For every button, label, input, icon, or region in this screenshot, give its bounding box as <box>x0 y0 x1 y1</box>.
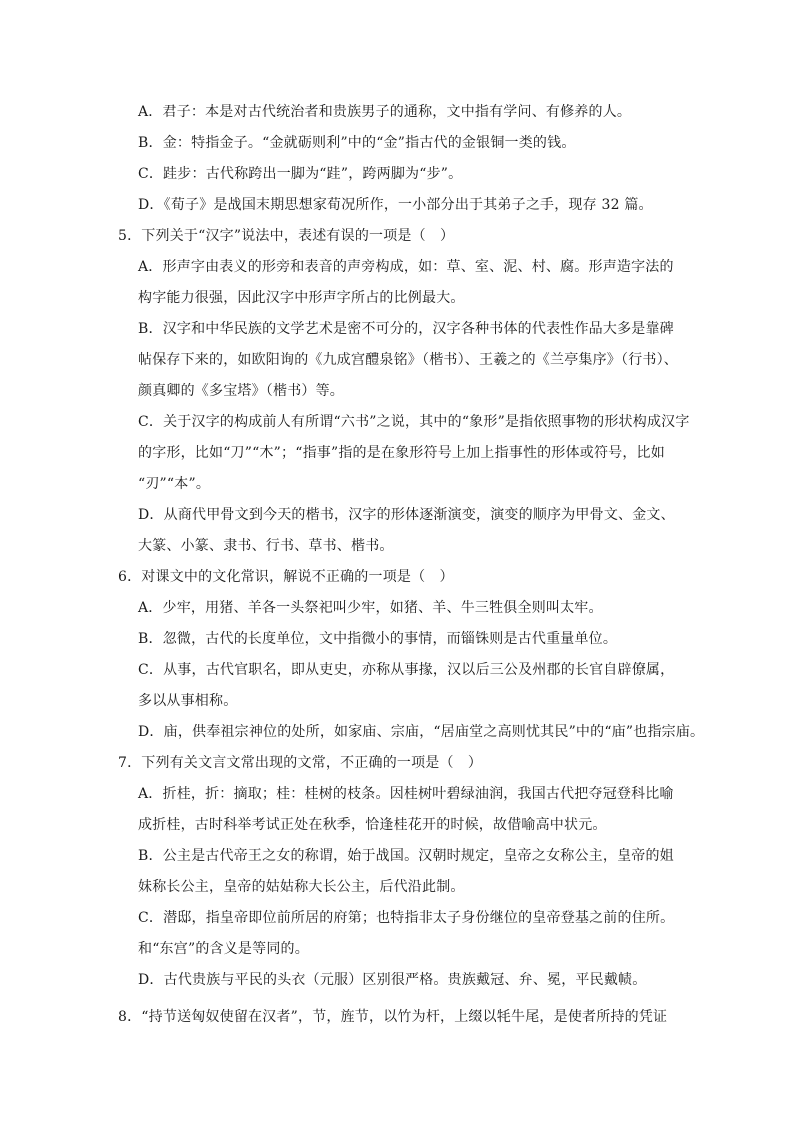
q5-option-b-line1: B．汉字和中华民族的文学艺术是密不可分的，汉字各种书体的代表性作品大多是靠碑 <box>138 321 674 337</box>
q6-option-d: D．庙，供奉祖宗神位的处所，如家庙、宗庙，“居庙堂之高则忧其民”中的“庙”也指宗庙。 <box>138 724 705 740</box>
q6-option-c-line2: 多以从事相称。 <box>138 693 238 709</box>
q5-option-c-line1: C．关于汉字的构成前人有所谓“六书”之说，其中的“象形”是指依照事物的形状构成汉字 <box>138 414 690 430</box>
q5-option-a-line1: A．形声字由表义的形旁和表音的声旁构成，如：草、室、泥、村、腐。形声造字法的 <box>138 259 674 275</box>
question-5-stem: 5．下列关于“汉字”说法中，表述有误的一项是（ ） <box>118 228 455 244</box>
q6-option-c-line1: C．从事，古代官职名，即从吏史，亦称从事掾，汉以后三公及州郡的长官自辟僚属， <box>138 662 675 678</box>
option-a-junzi: A．君子：本是对古代统治者和贵族男子的通称，文中指有学问、有修养的人。 <box>138 104 632 120</box>
option-d-xunzi: D．《荀子》是战国末期思想家荀况所作，一小部分出于其弟子之手，现存 32 篇。 <box>138 197 653 213</box>
q7-option-c-line2: 和“东宫”的含义是等同的。 <box>138 941 309 957</box>
question-8-stem: 8．“持节送匈奴使留在汉者”，节，旌节，以竹为杆，上缀以牦牛尾，是使者所持的凭证 <box>118 1009 668 1025</box>
q5-option-d-line1: D．从商代甲骨文到今天的楷书，汉字的形体逐渐演变，演变的顺序为甲骨文、金文、 <box>138 507 675 523</box>
q7-option-b-line1: B．公主是古代帝王之女的称谓，始于战国。汉朝时规定，皇帝之女称公主，皇帝的姐 <box>138 848 674 864</box>
q6-option-b: B．忽微，古代的长度单位，文中指微小的事情，而锱铢则是古代重量单位。 <box>138 631 618 647</box>
q6-option-a: A．少牢，用猪、羊各一头祭祀叫少牢，如猪、羊、牛三牲俱全则叫太牢。 <box>138 600 603 616</box>
q5-option-c-line3: “刃”“本”。 <box>138 476 211 492</box>
q7-option-b-line2: 妹称长公主，皇帝的姑姑称大长公主，后代沿此制。 <box>138 879 465 895</box>
q7-option-a-line2: 成折桂，古时科举考试正处在秋季，恰逢桂花开的时候，故借喻高中状元。 <box>138 817 607 833</box>
question-7-stem: 7．下列有关文言文常出现的文常，不正确的一项是（ ） <box>118 755 483 771</box>
q7-option-c-line1: C．潜邸，指皇帝即位前所居的府第；也特指非太子身份继位的皇帝登基之前的住所。 <box>138 910 675 926</box>
option-b-jin: B．金：特指金子。“金就砺则利”中的“金”指古代的金银铜一类的钱。 <box>138 135 576 151</box>
q7-option-d: D．古代贵族与平民的头衣（元服）区别很严格。贵族戴冠、弁、冕，平民戴帻。 <box>138 972 647 988</box>
option-c-kuibu: C．跬步：古代称跨出一脚为“跬”，跨两脚为“步”。 <box>138 166 463 182</box>
q5-option-b-line2: 帖保存下来的，如欧阳询的《九成宫醴泉铭》（楷书）、王羲之的《兰亭集序》（行书）、 <box>138 352 678 368</box>
question-6-stem: 6．对课文中的文化常识，解说不正确的一项是（ ） <box>118 569 454 585</box>
q5-option-a-line2: 构字能力很强，因此汉字中形声字所占的比例最大。 <box>138 290 465 306</box>
q5-option-d-line2: 大篆、小篆、隶书、行书、草书、楷书。 <box>138 538 394 554</box>
q5-option-c-line2: 的字形，比如“刀”“木”；“指事”指的是在象形符号上加上指事性的形体或符号，比如 <box>138 445 665 461</box>
q7-option-a-line1: A．折桂，折：摘取；桂：桂树的枝条。因桂树叶碧绿油润，我国古代把夺冠登科比喻 <box>138 786 674 802</box>
q5-option-b-line3: 颜真卿的《多宝塔》（楷书）等。 <box>138 383 344 399</box>
